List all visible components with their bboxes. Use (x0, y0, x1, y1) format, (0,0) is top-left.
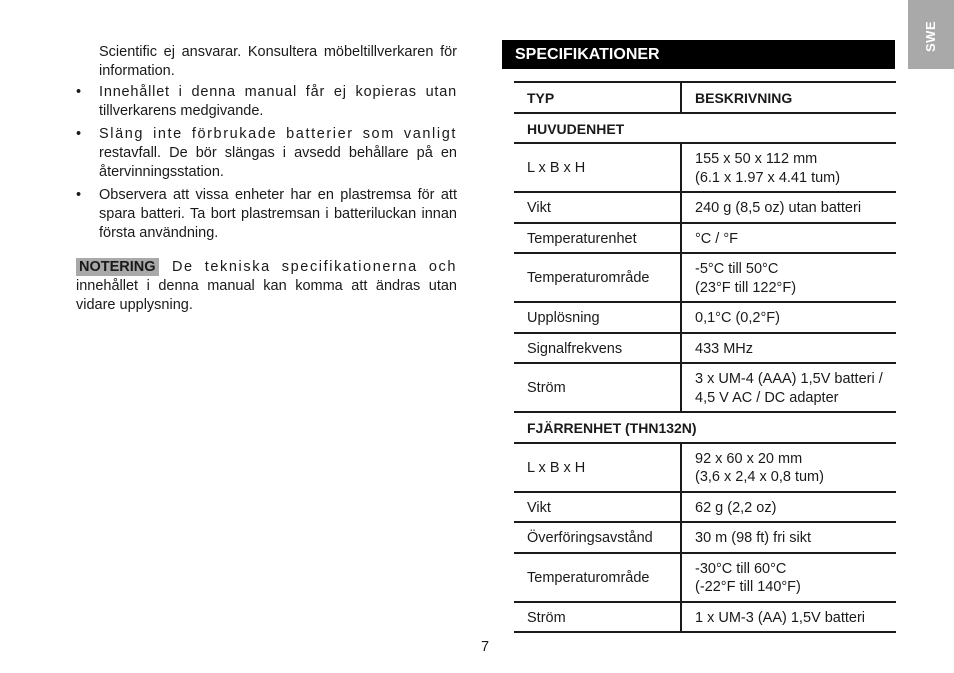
note-paragraph (76, 258, 457, 315)
spec-description-line: (-22°F till 140°F) (695, 579, 801, 595)
group-heading: FJÄRRENHET (THN132N) (514, 412, 896, 443)
table-row (514, 192, 896, 223)
table-group-row (514, 412, 896, 443)
spec-type-cell: Temperaturområde (514, 553, 681, 602)
table-row (514, 302, 896, 333)
spec-type-cell: L x B x H (514, 143, 681, 192)
spec-description-line: 3 x UM-4 (AAA) 1,5V batteri / (695, 371, 883, 387)
spec-description-line: °C / °F (695, 230, 739, 247)
spec-description-cell (681, 192, 896, 223)
table-row (514, 602, 896, 633)
spec-description-line: (23°F till 122°F) (695, 279, 797, 296)
bullet-icon: • (76, 84, 82, 100)
spec-description-line: -30°C till 60°C (695, 560, 787, 577)
spec-description-line: 155 x 50 x 112 mm (695, 151, 818, 167)
spec-type-cell: Temperaturområde (514, 253, 681, 302)
spec-description-line: 30 m (98 ft) fri sikt (695, 530, 812, 546)
spec-description-cell (681, 143, 896, 192)
bullet-text: Observera att vissa enheter har en plastremsa för att spara batteri. Ta bort plastremsan i batteriluckan innan första användning. (99, 187, 457, 241)
group-heading: HUVUDENHET (514, 113, 896, 144)
table-row (514, 553, 896, 602)
spec-type-cell: L x B x H (514, 443, 681, 492)
spec-type-cell: Vikt (514, 192, 681, 223)
table-row (514, 143, 896, 192)
spec-table (514, 81, 896, 633)
table-row (514, 333, 896, 364)
bullet-text: restavfall. De bör slängas i avsedd behållare på en återvinningsstation. (99, 145, 457, 180)
list-item (76, 186, 457, 243)
table-header-row (514, 82, 896, 113)
spec-description-cell (681, 602, 896, 633)
spec-description-line: (6.1 x 1.97 x 4.41 tum) (695, 169, 841, 186)
spec-type-cell: Signalfrekvens (514, 333, 681, 364)
bullet-text: tillverkarens medgivande. (99, 103, 264, 119)
right-column (502, 40, 896, 633)
spec-type-cell: Ström (514, 363, 681, 412)
spec-description-line: 0,1°C (0,2°F) (695, 310, 780, 326)
bullet-list (76, 83, 457, 243)
spec-type-cell: Ström (514, 602, 681, 633)
intro-paragraph: Scientific ej ansvarar. Konsultera möbeltillverkaren för information. (99, 44, 457, 79)
spec-description-cell (681, 253, 896, 302)
spec-description-line: 1 x UM-3 (AA) 1,5V batteri (695, 609, 866, 626)
column-header-type: TYP (514, 82, 681, 113)
bullet-text-line: Släng inte förbrukade batterier som vanligt (99, 126, 457, 142)
section-title: SPECIFIKATIONER (502, 40, 895, 69)
spec-description-cell (681, 223, 896, 254)
page-number: 7 (481, 639, 490, 655)
note-text-line: De tekniska specifikationerna och (171, 259, 457, 275)
table-row (514, 363, 896, 412)
spec-description-cell (681, 553, 896, 602)
table-row (514, 443, 896, 492)
spec-type-cell: Upplösning (514, 302, 681, 333)
list-item (76, 125, 457, 182)
bullet-icon: • (76, 126, 82, 142)
spec-description-line: -5°C till 50°C (695, 261, 779, 277)
language-tab (908, 0, 954, 69)
spec-description-cell (681, 333, 896, 364)
spec-description-line: 4,5 V AC / DC adapter (695, 389, 839, 406)
spec-description-cell (681, 363, 896, 412)
bullet-icon: • (76, 187, 82, 203)
spec-description-cell (681, 492, 896, 523)
spec-type-cell: Överföringsavstånd (514, 522, 681, 553)
spec-description-cell (681, 522, 896, 553)
language-tab-label: SWE (923, 20, 938, 52)
table-row (514, 522, 896, 553)
spec-type-cell: Vikt (514, 492, 681, 523)
spec-description-line: (3,6 x 2,4 x 0,8 tum) (695, 469, 824, 485)
note-text: innehållet i denna manual kan komma att ändras utan vidare upplysning. (76, 278, 457, 313)
table-row (514, 253, 896, 302)
note-label: NOTERING (76, 258, 159, 276)
spec-description-line: 92 x 60 x 20 mm (695, 450, 803, 467)
spec-description-cell (681, 443, 896, 492)
bullet-text-line: Innehållet i denna manual får ej kopieras utan (99, 84, 457, 100)
spec-description-line: 433 MHz (695, 340, 754, 357)
spec-description-cell (681, 302, 896, 333)
list-item (76, 83, 457, 121)
spec-description-line: 62 g (2,2 oz) (695, 499, 777, 516)
spec-description-line: 240 g (8,5 oz) utan batteri (695, 200, 862, 216)
table-row (514, 223, 896, 254)
table-group-row (514, 113, 896, 144)
column-header-description: BESKRIVNING (681, 82, 896, 113)
spec-type-cell: Temperaturenhet (514, 223, 681, 254)
left-column (76, 43, 457, 315)
table-row (514, 492, 896, 523)
